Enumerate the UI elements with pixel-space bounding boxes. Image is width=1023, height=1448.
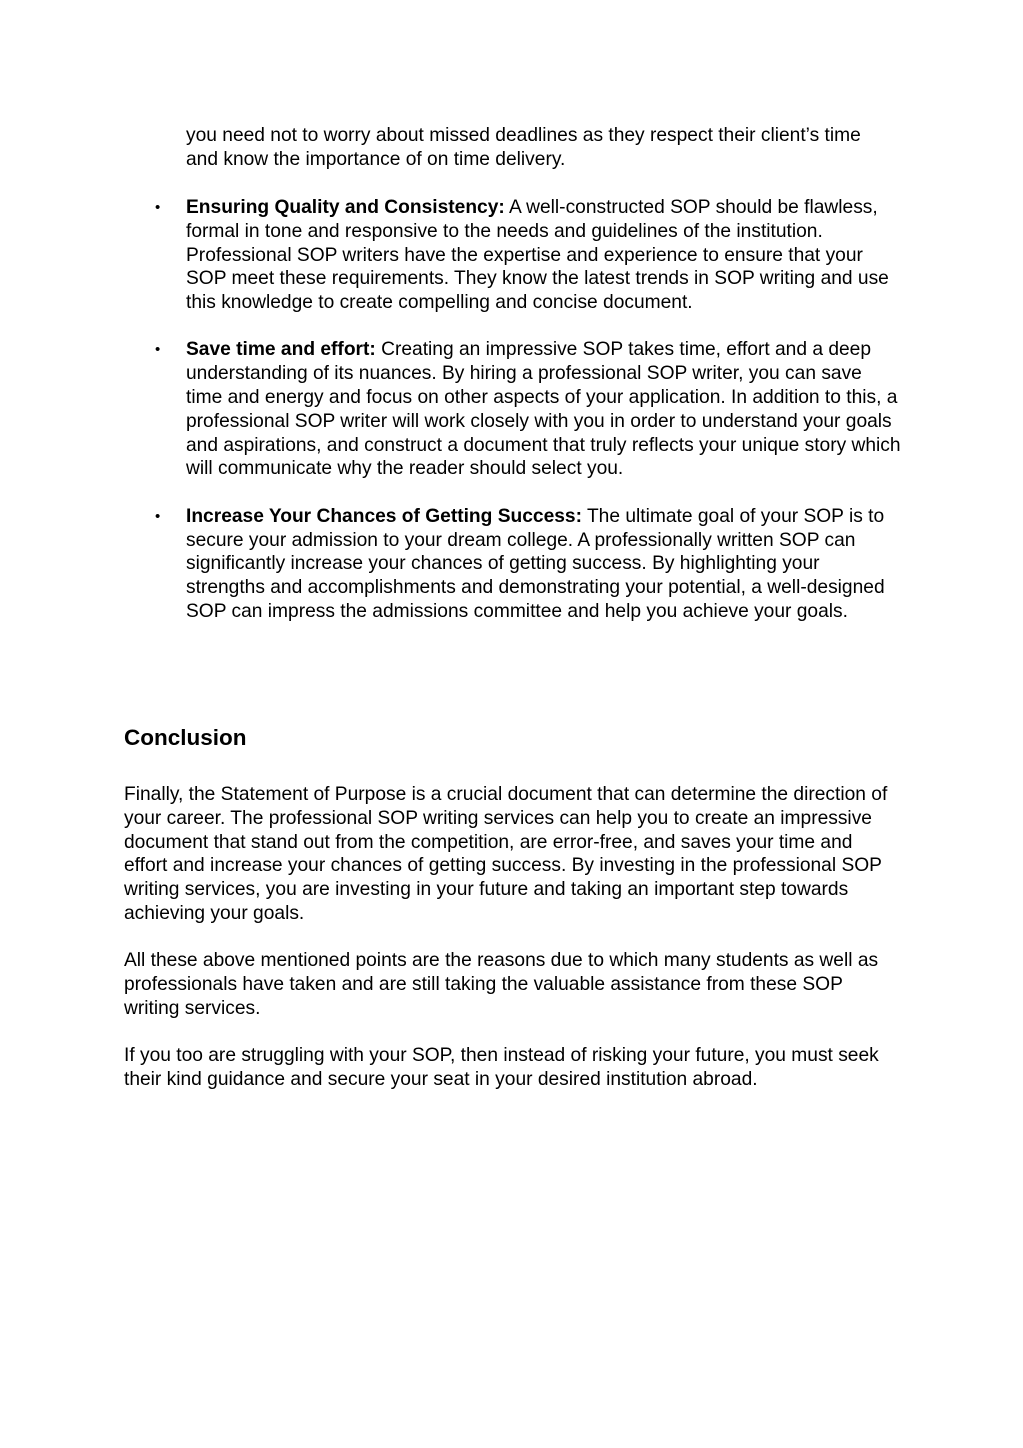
bullet-icon: • [155, 199, 161, 216]
bullet-title: Save time and effort: [186, 339, 376, 361]
continued-paragraph: you need not to worry about missed deadlines as they respect their client’s time and know the importance of on time delivery. [186, 125, 861, 170]
list-item [155, 338, 902, 481]
bullet-body: A well-constructed SOP should be flawless, formal in tone and responsive to the needs and guidelines of the institution. Professional SOP writers have the expertise and experience to ensure that your SOP meet these requirements. They know the latest trends in SOP writing and use this knowledge to create compelling and concise document. [186, 197, 889, 314]
bullet-paragraph [186, 196, 902, 315]
bullet-paragraph [186, 338, 902, 481]
conclusion-paragraph: If you too are struggling with your SOP, then instead of risking your future, you must seek their kind guidance and secure your seat in your desired institution abroad. [124, 1045, 879, 1090]
bullet-paragraph [186, 505, 902, 624]
bullet-icon: • [155, 341, 161, 359]
bullet-list [155, 196, 902, 647]
conclusion-body [124, 783, 900, 1115]
section-heading: Conclusion [124, 725, 247, 750]
list-item [155, 196, 902, 315]
bullet-title: Increase Your Chances of Getting Success: [186, 505, 582, 527]
conclusion-paragraph: All these above mentioned points are the reasons due to which many students as well as professionals have taken and are still taking the valuable assistance from these SOP writing services. [124, 950, 879, 1019]
conclusion-paragraph: Finally, the Statement of Purpose is a crucial document that can determine the direction of your career. The professional SOP writing services can help you to create an impressive document that stand out from the competition, are error-free, and saves your time and effort and increase your chances of getting success. By investing in the professional SOP writing services, you are investing in your future and taking an important step towards achieving your goals. [124, 784, 888, 924]
bullet-icon: • [155, 507, 161, 525]
bullet-body: Creating an impressive SOP takes time, effort and a deep understanding of its nuances. By hiring a professional SOP writer, you can save time and energy and focus on other aspects of your application. In addition to this, a professional SOP writer will work closely with you in order to understand your goals and aspirations, and construct a document that truly reflects your unique story which will communicate why the reader should select you. [186, 339, 901, 480]
bullet-body: The ultimate goal of your SOP is to secure your admission to your dream college. A professionally written SOP can significantly increase your chances of getting success. By highlighting your strengths and accomplishments and demonstrating your potential, a well-designed SOP can impress the admissions committee and help you achieve your goals. [186, 505, 885, 622]
bullet-title: Ensuring Quality and Consistency: [186, 197, 505, 218]
list-item [155, 505, 902, 624]
